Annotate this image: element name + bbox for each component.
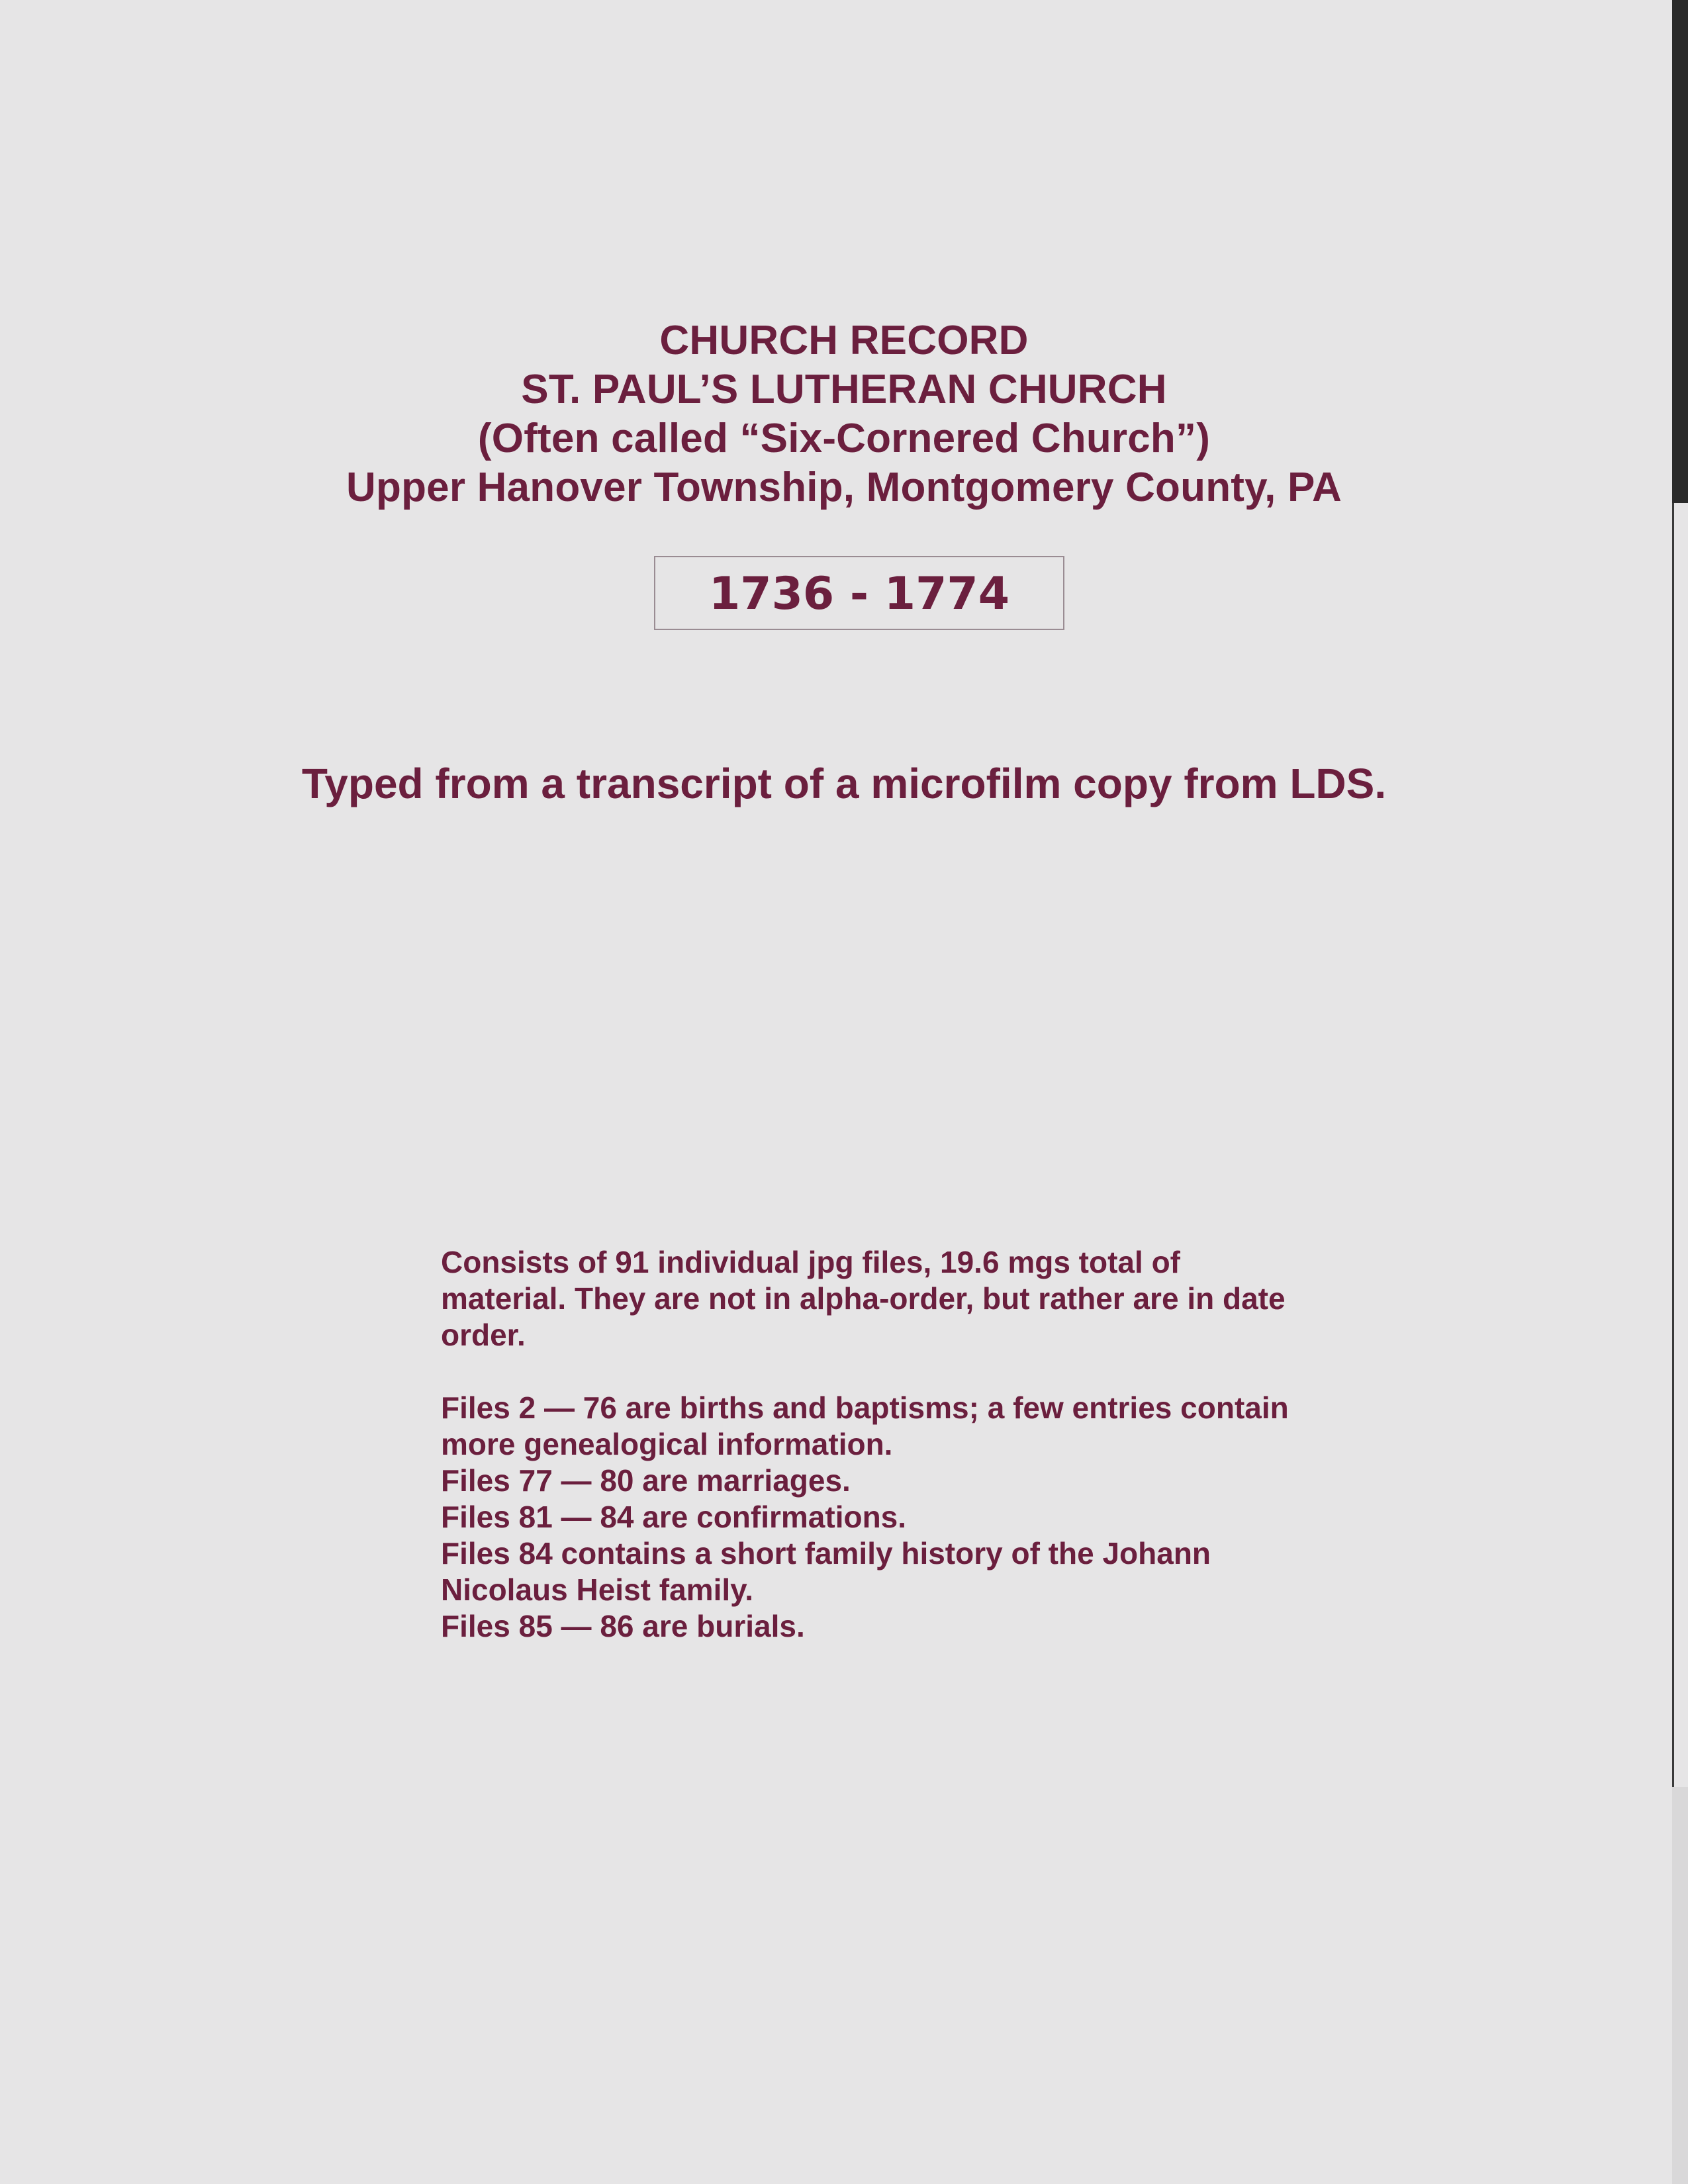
contents-item-family-history: Files 84 contains a short family history of the Johann Nicolaus Heist family. <box>441 1536 1211 1607</box>
scan-edge-bottom <box>1672 1787 1688 2184</box>
contents-item-marriages: Files 77 — 80 are marriages. <box>441 1463 851 1498</box>
contents-item-burials: Files 85 — 86 are burials. <box>441 1609 805 1643</box>
title-block <box>0 316 1688 512</box>
source-note: Typed from a transcript of a microfilm copy from LDS. <box>301 760 1387 807</box>
scan-edge-middle <box>1672 503 1688 1787</box>
contents-notes <box>441 1244 1301 1645</box>
title-nickname: (Often called “Six-Cornered Church”) <box>477 416 1211 461</box>
date-range-box: 1736 - 1774 <box>654 556 1064 630</box>
title-church-name: ST. PAUL’S LUTHERAN CHURCH <box>521 367 1167 412</box>
scan-edge-top <box>1672 0 1688 503</box>
contents-item-confirmations: Files 81 — 84 are confirmations. <box>441 1500 907 1534</box>
title-church-record: CHURCH RECORD <box>659 318 1029 363</box>
contents-intro: Consists of 91 individual jpg files, 19.6 mgs total of material. They are not in alpha-order, but rather are in date order. <box>441 1245 1286 1352</box>
title-location: Upper Hanover Township, Montgomery County, PA <box>346 465 1342 510</box>
contents-item-births: Files 2 — 76 are births and baptisms; a few entries contain more genealogical information. <box>441 1390 1289 1461</box>
